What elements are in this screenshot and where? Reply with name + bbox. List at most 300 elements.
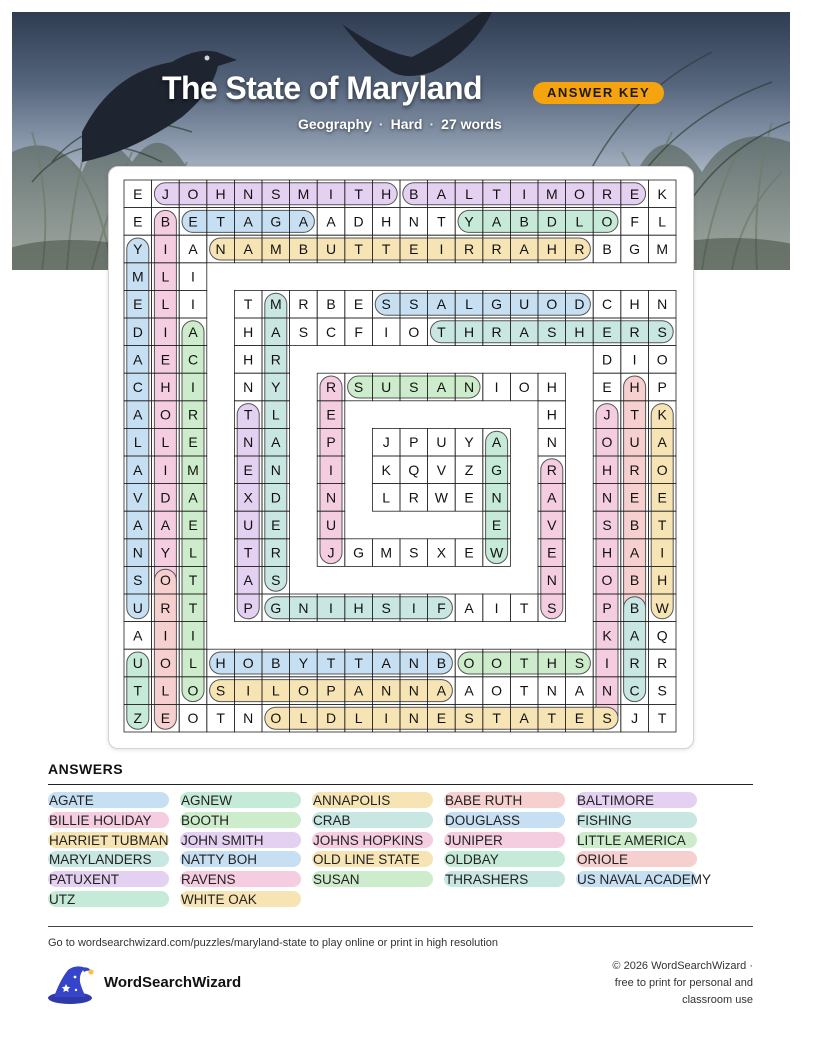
grid-letter: T [492,185,501,202]
grid-letter: I [494,599,499,616]
grid-letter: B [298,241,309,257]
grid-letter: G [353,544,365,561]
grid-letter: S [409,544,419,561]
grid-letter: H [657,572,668,589]
grid-letter: S [602,517,612,533]
grid-letter: H [629,296,640,313]
grid-letter: L [161,268,170,285]
grid-letter: A [381,655,391,671]
grid-letter: O [270,710,282,727]
grid-letter: R [629,655,640,671]
grid-letter: D [270,489,281,506]
grid-letter: J [382,434,390,451]
grid-letter: T [188,599,198,616]
grid-letter: T [437,213,446,230]
grid-letter: N [463,379,475,395]
grid-letter: R [629,323,640,340]
grid-letter: E [133,185,143,202]
grid-letter: A [436,296,447,313]
grid-letter: I [329,599,333,616]
grid-letter: P [602,599,612,616]
grid-letter: C [601,296,613,313]
grid-letter: G [270,213,282,230]
wizard-hat-icon [46,962,94,1006]
grid-letter: I [494,379,499,395]
grid-letter: S [602,710,612,727]
grid-letter: S [574,655,585,671]
grid-letter: A [629,627,640,644]
grid-letter: B [160,213,171,230]
grid-letter: I [191,268,195,285]
grid-letter: R [629,461,640,478]
grid-letter: E [160,710,171,727]
grid-letter: C [187,351,199,368]
footer-divider [48,926,753,927]
grid-letter: V [133,489,143,506]
grid-letter: R [160,599,171,616]
grid-letter: L [189,655,197,671]
grid-letter: W [489,544,504,561]
grid-letter: A [271,434,281,451]
grid-letter: T [519,599,529,616]
grid-letter: B [436,655,447,671]
grid-letter: O [656,351,668,368]
grid-letter: A [353,682,364,699]
grid-letter: T [188,572,198,589]
grid-letter: I [411,599,416,616]
grid-letter: N [657,296,668,313]
copyright-line: classroom use [682,994,753,1006]
grid-letter: H [353,599,364,616]
grid-letter: N [546,682,557,699]
grid-letter: N [298,599,309,616]
grid-letter: L [465,296,473,313]
grid-letter: O [601,572,613,589]
answer-word: BALTIMORE [576,792,697,808]
grid-letter: L [133,434,142,451]
grid-letter: L [382,489,391,506]
grid-letter: Z [464,461,474,478]
grid-letter: O [408,323,420,340]
grid-letter: A [491,213,502,230]
grid-letter: B [602,241,612,257]
grid-letter: T [243,406,253,423]
grid-letter: T [326,655,336,671]
grid-letter: U [132,599,143,616]
grid-letter: H [215,185,226,202]
grid-letter: S [353,379,364,395]
grid-letter: N [546,572,557,589]
grid-letter: S [133,572,143,589]
puzzle-meta: Geography · Hard · 27 words [298,116,502,132]
grid-letter: I [384,323,389,340]
grid-letter: H [546,241,557,257]
answer-word: CRAB [312,812,433,828]
grid-letter: O [601,434,613,451]
grid-letter: I [439,241,444,257]
grid-letter: U [325,517,337,533]
grid-letter: I [163,627,168,644]
grid-letter: I [246,682,251,699]
grid-letter: E [326,406,336,423]
grid-letter: S [657,323,667,340]
grid-letter: A [133,517,143,533]
answer-word: THRASHERS [444,871,565,887]
grid-letter: D [353,213,364,230]
footer-url-text: Go to wordsearchwizard.com/puzzles/maryland-state to play online or print in high resolution [48,937,498,949]
grid-letter: I [384,710,389,727]
grid-letter: H [546,655,557,671]
grid-letter: R [657,655,668,671]
grid-letter: T [243,296,253,313]
grid-letter: S [657,682,667,699]
grid-letter: L [575,213,584,230]
grid-letter: G [491,296,503,313]
grid-letter: A [519,241,529,257]
grid-letter: G [270,599,282,616]
grid-letter: Y [298,655,309,671]
grid-letter: O [159,572,171,589]
grid-letter: E [436,710,447,727]
answer-word: JOHN SMITH [180,832,301,848]
puzzle-card [108,166,694,749]
word-search-grid [109,167,693,748]
grid-letter: U [519,296,530,313]
grid-letter: A [657,434,667,451]
grid-letter: A [326,213,336,230]
grid-letter: A [243,572,253,589]
grid-letter: H [243,323,254,340]
grid-letter: R [187,406,199,423]
grid-letter: T [547,710,557,727]
grid-letter: E [629,489,640,506]
grid-letter: Y [271,379,281,395]
grid-letter: E [574,710,585,727]
grid-letter: P [326,682,336,699]
grid-letter: T [519,682,529,699]
grid-letter: L [354,710,363,727]
grid-letter: N [243,185,254,202]
grid-letter: A [519,710,529,727]
grid-letter: U [243,517,254,533]
grid-letter: M [545,185,558,202]
grid-letter: H [243,351,254,368]
grid-letter: B [519,213,529,230]
grid-letter: O [491,655,503,671]
grid-letter: U [629,434,640,451]
grid-letter: R [574,241,585,257]
grid-letter: D [132,323,143,340]
grid-letter: S [271,572,281,589]
grid-letter: N [243,379,254,395]
grid-letter: M [131,268,144,285]
grid-letter: T [133,682,143,699]
grid-letter: T [354,655,363,671]
grid-letter: N [601,682,613,699]
grid-letter: N [215,241,226,257]
grid-letter: S [271,185,281,202]
grid-letter: Y [133,241,143,257]
copyright-line: © 2026 WordSearchWizard · [612,960,753,972]
answer-word: SUSAN [312,871,433,887]
answer-word: UTZ [48,891,169,907]
grid-letter: A [243,213,253,230]
grid-letter: E [188,213,198,230]
grid-letter: L [161,296,170,313]
grid-letter: B [629,599,640,616]
answer-word: DOUGLASS [444,812,565,828]
grid-letter: J [631,710,639,727]
grid-letter: S [409,296,419,313]
grid-letter: N [132,544,143,561]
grid-letter: P [243,599,253,616]
grid-letter: H [546,406,557,423]
grid-letter: A [491,434,502,451]
answer-word: NATTY BOH [180,851,301,867]
grid-letter: E [188,434,198,451]
grid-letter: C [325,323,337,340]
grid-letter: D [160,489,171,506]
grid-letter: Y [464,434,474,451]
grid-letter: U [325,241,337,257]
grid-letter: B [326,296,336,313]
meta-difficulty: Hard [390,116,423,132]
grid-letter: U [381,379,392,395]
grid-letter: R [325,379,337,395]
grid-letter: A [574,682,585,699]
grid-letter: L [658,213,667,230]
grid-letter: I [522,185,527,202]
grid-letter: Z [133,710,143,727]
copyright-text [533,958,753,1009]
grid-letter: H [629,379,640,395]
grid-letter: T [492,710,501,727]
grid-letter: A [188,489,198,506]
grid-letter: O [242,655,254,671]
grid-letter: K [381,461,391,478]
grid-letter: L [271,406,280,423]
grid-letter: D [325,710,337,727]
grid-letter: H [546,379,557,395]
grid-letter: S [547,323,557,340]
grid-letter: H [215,655,226,671]
grid-letter: T [216,213,225,230]
grid-letter: T [354,241,363,257]
grid-letter: R [491,323,502,340]
grid-letter: A [436,185,447,202]
grid-letter: V [436,461,447,478]
grid-letter: J [161,185,169,202]
grid-letter: T [657,517,667,533]
grid-letter: M [297,185,310,202]
answer-word: AGNEW [180,792,301,808]
grid-letter: A [160,517,171,533]
grid-letter: N [601,489,613,506]
answer-word: LITTLE AMERICA [576,832,697,848]
grid-letter: E [243,461,253,478]
grid-letter: R [546,461,557,478]
grid-letter: T [519,655,529,671]
grid-letter: I [163,323,168,340]
grid-letter: T [381,241,391,257]
grid-letter: I [191,296,195,313]
grid-letter: I [632,351,637,368]
answer-word: ANNAPOLIS [312,792,433,808]
grid-letter: R [408,489,419,506]
grid-letter: K [657,185,667,202]
grid-letter: A [464,682,474,699]
grid-letter: H [160,379,171,395]
grid-letter: W [434,489,449,506]
grid-letter: Q [656,627,668,644]
answer-word: BABE RUTH [444,792,565,808]
grid-letter: E [602,323,612,340]
grid-letter: A [188,323,198,340]
grid-letter: I [191,379,195,395]
grid-letter: T [216,710,225,727]
grid-letter: T [657,710,667,727]
answer-word: RAVENS [180,871,301,887]
grid-letter: O [159,406,171,423]
answer-word: FISHING [576,812,697,828]
grid-letter: A [547,489,557,506]
grid-letter: A [298,213,309,230]
grid-letter: E [409,241,419,257]
grid-letter: N [243,434,254,451]
grid-letter: B [409,185,419,202]
grid-letter: W [655,599,669,616]
grid-letter: E [133,213,143,230]
grid-letter: E [602,379,612,395]
grid-letter: A [243,241,253,257]
grid-letter: E [464,489,474,506]
grid-letter: R [270,351,281,368]
grid-letter: N [408,710,419,727]
grid-letter: E [133,296,143,313]
grid-letter: N [381,682,392,699]
grid-letter: E [188,517,198,533]
answer-word: HARRIET TUBMAN [49,832,169,848]
grid-letter: M [656,241,669,257]
grid-letter: H [601,461,613,478]
grid-letter: A [464,599,474,616]
answer-word: OLD LINE STATE [312,851,433,867]
answer-word: US NAVAL ACADEMY [577,872,712,888]
meta-category: Geography [298,116,372,132]
grid-letter: R [298,296,309,313]
grid-letter: I [191,627,195,644]
grid-letter: U [436,434,447,451]
grid-letter: R [270,544,281,561]
grid-letter: E [464,544,474,561]
grid-letter: C [629,682,640,699]
grid-letter: N [408,655,419,671]
answer-word: WHITE OAK [180,891,301,907]
grid-letter: L [465,185,473,202]
grid-letter: S [547,599,557,616]
copyright-line: free to print for personal and [614,977,753,989]
brand-name: WordSearchWizard [104,974,242,991]
grid-letter: O [187,682,199,699]
grid-letter: A [436,682,447,699]
grid-letter: E [547,544,557,561]
answer-word: JOHNS HOPKINS [312,832,433,848]
answer-word: BOOTH [180,812,301,828]
grid-letter: B [271,655,281,671]
grid-letter: H [574,323,585,340]
grid-letter: F [437,599,446,616]
grid-letter: I [163,461,168,478]
grid-letter: K [602,627,612,644]
grid-letter: T [437,323,446,340]
grid-letter: L [189,544,197,561]
grid-letter: I [329,185,333,202]
grid-letter: Y [160,544,171,561]
grid-letter: A [133,406,143,423]
grid-letter: J [603,406,611,423]
grid-letter: I [163,241,168,257]
grid-letter: S [381,296,391,313]
grid-letter: K [657,406,667,423]
grid-letter: O [573,185,585,202]
grid-letter: L [271,682,280,699]
grid-letter: M [269,241,282,257]
grid-letter: U [132,655,143,671]
grid-letter: H [601,544,613,561]
grid-letter: O [518,379,530,395]
answers-heading: ANSWERS [48,761,124,777]
grid-letter: L [299,710,308,727]
page-title: The State of Maryland [162,70,482,106]
grid-letter: F [354,323,363,340]
grid-letter: D [574,296,585,313]
grid-letter: S [381,599,391,616]
grid-letter: S [298,323,309,340]
answers-divider [48,784,753,785]
grid-letter: S [215,682,226,699]
grid-letter: R [491,241,502,257]
grid-letter: A [133,627,143,644]
grid-letter: N [408,682,419,699]
grid-letter: X [243,489,253,506]
grid-letter: J [327,544,335,561]
grid-letter: P [409,434,419,451]
answer-word: JUNIPER [444,832,565,848]
grid-letter: E [353,296,364,313]
grid-letter: B [629,572,640,589]
grid-letter: N [270,461,281,478]
grid-letter: E [160,351,171,368]
grid-letter: O [546,296,558,313]
grid-letter: X [436,544,447,561]
grid-letter: M [269,296,282,313]
grid-letter: N [491,489,502,506]
grid-letter: T [630,406,639,423]
grid-letter: D [546,213,557,230]
grid-letter: O [187,185,199,202]
grid-letter: N [546,434,557,451]
grid-letter: L [161,682,170,699]
grid-letter: A [188,241,198,257]
grid-letter: Y [464,213,474,230]
grid-letter: O [187,710,199,727]
grid-letter: S [464,710,474,727]
grid-letter: I [660,544,665,561]
grid-letter: N [243,710,254,727]
grid-letter: P [657,379,667,395]
grid-letter: V [547,517,557,533]
answer-word: BILLIE HOLIDAY [48,812,169,828]
